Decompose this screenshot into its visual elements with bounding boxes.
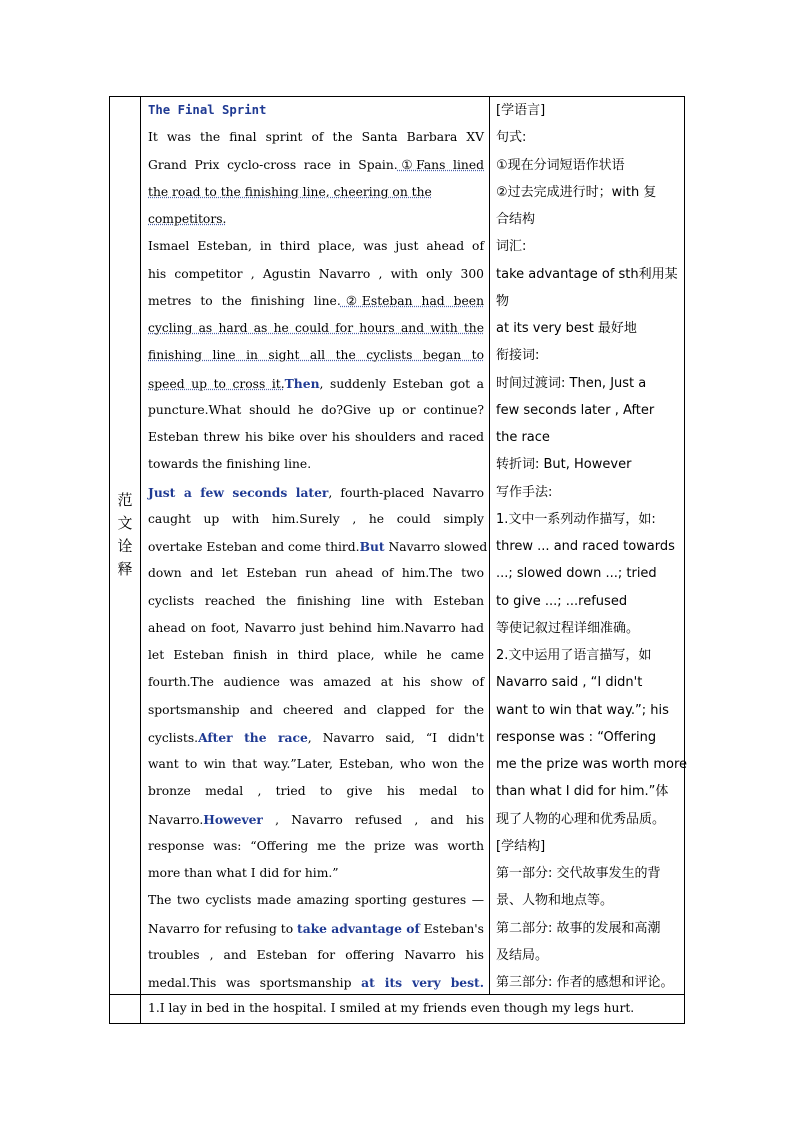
note-line: 第二部分: 故事的发展和高潮	[496, 920, 661, 936]
essay-text: towards the finishing line.	[148, 457, 312, 472]
essay-title: The Final Sprint	[148, 103, 267, 117]
essay-line	[148, 806, 484, 833]
essay-line	[148, 860, 484, 887]
essay-line	[148, 887, 484, 914]
underlined-phrase: competitors.	[148, 212, 227, 226]
essay-line	[148, 315, 484, 342]
essay-line	[148, 642, 484, 669]
essay-line	[148, 288, 484, 315]
essay-line	[148, 669, 484, 696]
essay-line	[148, 424, 484, 451]
underlined-phrase: finishing line in sight all the cyclists began to	[148, 348, 484, 363]
linking-word: at its very best.	[361, 975, 485, 990]
note-line: 句式:	[496, 130, 527, 146]
essay-line	[148, 533, 488, 560]
essay-line	[148, 588, 484, 615]
underlined-phrase: the road to the finishing line, cheering on the	[148, 184, 432, 199]
essay-text: want to win that way.”Later, Esteban, who won the	[148, 757, 484, 771]
essay-line	[148, 479, 484, 506]
note-line: 词汇:	[496, 239, 527, 255]
note-line: ...; slowed down ...; tried	[496, 566, 657, 582]
essay-line	[148, 370, 484, 397]
essay-text: overtake Esteban and come third.	[148, 540, 360, 554]
essay-text: Esteban's	[419, 921, 484, 936]
essay-line	[148, 942, 484, 969]
linking-word: Just a few seconds later	[148, 484, 329, 500]
essay-line	[148, 724, 484, 751]
essay-line	[148, 615, 484, 642]
linking-word: After the race	[198, 729, 308, 745]
essay-text: medal.This was sportsmanship	[148, 976, 362, 990]
essay-line	[148, 206, 484, 233]
note-line: 第一部分: 交代故事发生的背	[496, 866, 661, 881]
note-line: threw ... and raced towards	[496, 539, 675, 554]
note-line: me the prize was worth more	[496, 757, 688, 772]
note-line: the race	[496, 430, 550, 445]
essay-text: sportsmanship and cheered and clapped for the	[148, 702, 484, 717]
note-line: at its very best 最好地	[496, 321, 637, 336]
note-line: 等使记叙过程详细准确。	[496, 620, 640, 636]
essay-line	[148, 778, 484, 805]
note-line: ②过去完成进行时；with 复	[496, 184, 657, 200]
essay-line	[148, 751, 484, 778]
section-label-char: 释	[117, 560, 133, 578]
essay-text: caught up with him.Surely , he could simply	[148, 511, 484, 526]
essay-text: , suddenly Esteban got a	[319, 376, 484, 391]
note-line: [学结构]	[496, 838, 546, 854]
section-label-cell	[110, 97, 140, 995]
note-line: Navarro said , “I didn't	[496, 675, 643, 691]
essay-text: let Esteban finish in third place, while he came	[148, 648, 484, 662]
note-line: response was : “Offering	[496, 729, 657, 745]
essay-line	[148, 261, 484, 288]
note-line: 写作手法:	[496, 484, 553, 500]
underlined-phrase: ①Fans lined	[397, 157, 484, 172]
essay-text: his competitor , Agustin Navarro , with only 300	[148, 266, 484, 281]
note-line: [学语言]	[496, 103, 546, 118]
essay-text: The two cyclists made amazing sporting gestures —	[148, 893, 484, 908]
essay-text: , Navarro refused , and his	[262, 812, 484, 827]
note-line: than what I did for him.”体	[496, 784, 669, 800]
essay-text: , fourth-placed Navarro	[328, 485, 484, 500]
section-label-char: 范	[117, 491, 133, 509]
essay-line	[148, 451, 484, 478]
essay-line	[148, 124, 484, 151]
essay-text: Esteban threw his bike over his shoulders and raced	[148, 430, 484, 444]
linking-word: However	[203, 811, 263, 827]
essay-text: It was the final sprint of the Santa Barbara XV	[148, 130, 484, 145]
note-line: 合结构	[496, 212, 536, 227]
essay-text: Navarro.	[148, 812, 204, 827]
essay-line	[148, 833, 484, 860]
note-line: take advantage of sth利用某	[496, 266, 678, 282]
note-line: ①现在分词短语作状语	[496, 157, 625, 173]
essay-text: bronze medal , tried to give his medal to	[148, 784, 484, 799]
essay-text: puncture.What should he do?Give up or continue?	[148, 402, 484, 417]
section-label	[110, 489, 140, 581]
essay-text: more than what I did for him.”	[148, 866, 339, 880]
next-row-sentence: 1.I lay in bed in the hospital. I smiled at my friends even though my legs hurt.	[148, 1001, 635, 1015]
essay-line	[148, 915, 484, 942]
essay-text: response was: “Offering me the prize was worth	[148, 838, 484, 853]
essay-line	[148, 179, 484, 206]
underlined-phrase: cycling as hard as he could for hours and with the	[148, 321, 484, 335]
essay-text: metres to the finishing line.	[148, 293, 341, 308]
essay-line	[148, 342, 484, 369]
essay-text: Grand Prix cyclo-cross race in Spain.	[148, 157, 398, 172]
note-line: 及结局。	[496, 947, 549, 963]
essay-text: fourth.The audience was amazed at his show of	[148, 675, 484, 690]
essay-line	[148, 560, 484, 587]
content-table	[109, 96, 688, 1024]
essay-text: Navarro for refusing to	[148, 921, 298, 936]
column-divider-label	[140, 97, 141, 1023]
essay-text: , Navarro said, “I didn't	[307, 730, 484, 745]
section-label-char: 诠	[117, 537, 133, 555]
essay-text: Ismael Esteban, in third place, was just ahead of	[148, 239, 484, 254]
linking-word: Then	[284, 375, 320, 391]
essay-line	[148, 233, 484, 260]
essay-text: Navarro slowed	[384, 540, 488, 554]
note-line: 时间过渡词: Then, Just a	[496, 375, 647, 391]
essay-line	[148, 697, 484, 724]
underlined-phrase: ②Esteban had been	[340, 293, 484, 308]
linking-word: take advantage of	[297, 920, 420, 936]
essay-text: cyclists reached the finishing line with Esteban	[148, 593, 484, 608]
note-line: 物	[496, 293, 510, 309]
note-line: 现了人物的心理和优秀品质。	[496, 811, 666, 827]
note-line: want to win that way.”; his	[496, 702, 669, 718]
essay-text: ahead on foot, Navarro just behind him.Navarro had	[148, 620, 484, 635]
section-label-char: 文	[117, 514, 133, 532]
underlined-phrase: speed up to cross it.	[148, 376, 285, 391]
essay-line	[148, 152, 484, 179]
note-line: 转折词: But, However	[496, 457, 632, 473]
note-line: 第三部分: 作者的感想和评论。	[496, 975, 674, 990]
essay-text: troubles , and Esteban for offering Navarro his	[148, 947, 484, 962]
note-line: 2.文中运用了语言描写，如	[496, 648, 652, 663]
essay-line	[148, 506, 484, 533]
note-line: few seconds later , After	[496, 402, 655, 418]
essay-text: cyclists.	[148, 730, 199, 745]
note-line: 1.文中一系列动作描写，如:	[496, 511, 656, 527]
essay-line	[148, 969, 484, 996]
essay-line	[148, 397, 484, 424]
note-line: to give ...; ...refused	[496, 593, 628, 609]
note-line: 衔接词:	[496, 348, 540, 364]
linking-word: But	[359, 539, 385, 554]
essay-text: down and let Esteban run ahead of him.The two	[148, 566, 484, 581]
column-divider-right	[489, 97, 490, 995]
note-line: 景、人物和地点等。	[496, 893, 614, 909]
